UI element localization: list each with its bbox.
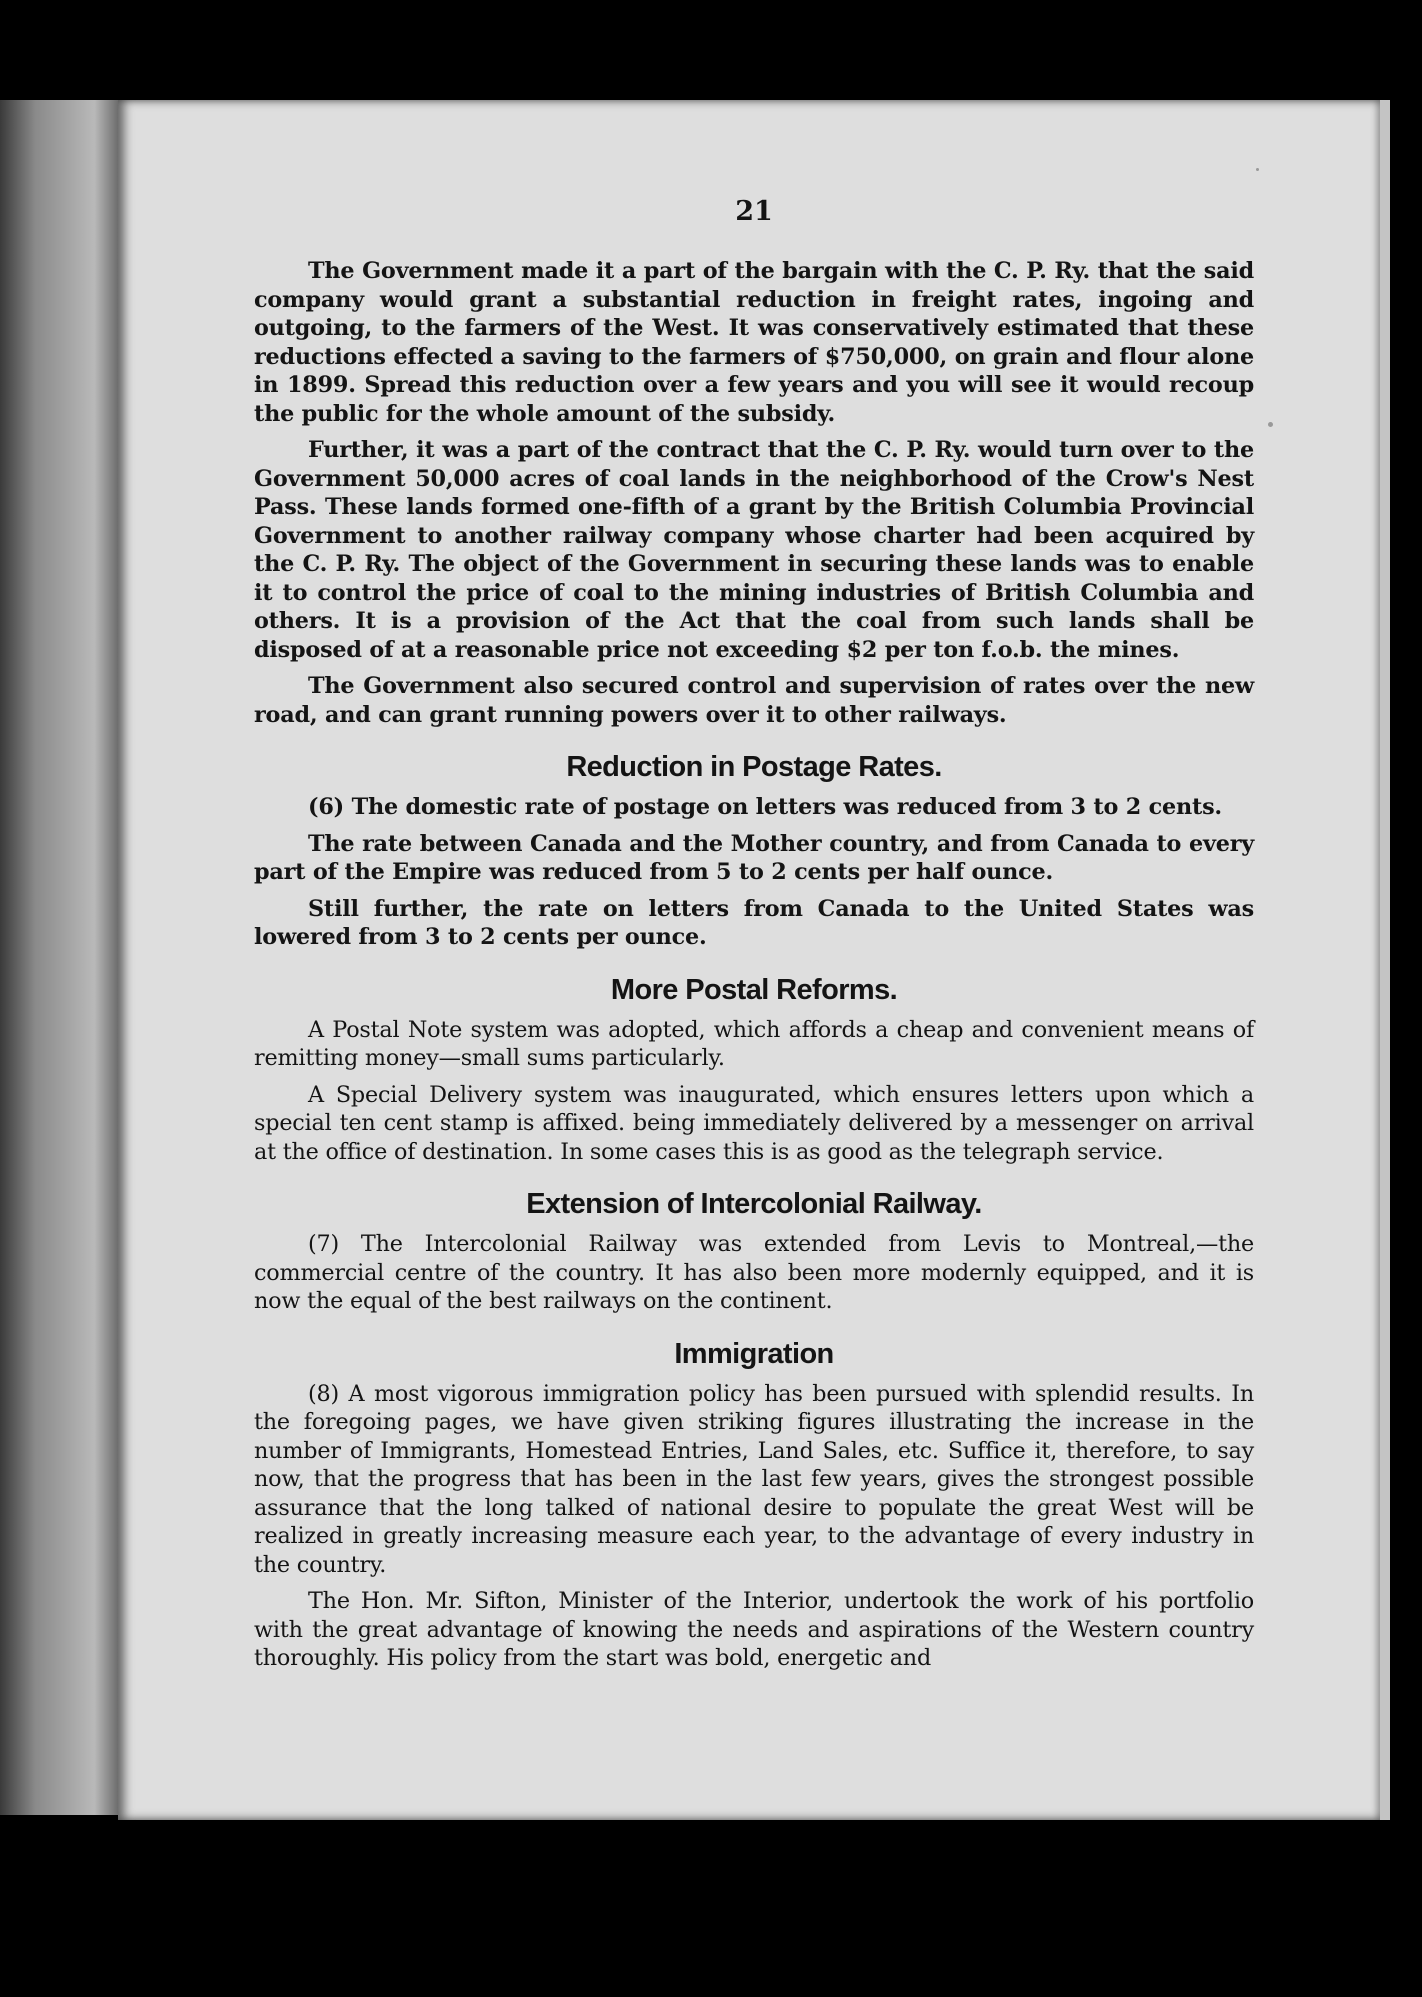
paragraph-special-delivery: A Special Delivery system was inaugurated, which ensures letters upon which a special ten cent stamp is affixed. being immediately delivered by a messenger on arrival at the office of destination. In some cases this is as good as the telegraph service.: [254, 1081, 1254, 1165]
ink-speck: [1256, 168, 1259, 171]
section-postage-rates: [254, 749, 1254, 952]
heading-postal-reforms: More Postal Reforms.: [610, 973, 898, 1006]
paragraph-sifton: The Hon. Mr. Sifton, Minister of the Interior, undertook the work of his portfolio with the great advantage of knowing the needs and aspirations of the Western country thoroughly. His policy from the start was bold, energetic and: [254, 1588, 1254, 1671]
heading-immigration: Immigration: [674, 1337, 834, 1370]
paragraph-immigration-policy: (8) A most vigorous immigration policy has been pursued with splendid results. In the foregoing pages, we have given striking figures illustrating the increase in the number of Immigrants, Homestead Entries, Land Sales, etc. Suffice it, therefore, to say now, that the progress that has been in the last few years, gives the strongest possible assurance that the long talked of national desire to populate the great West will be realized in greatly increasing measure each year, to the advantage of every industry in the country.: [254, 1380, 1254, 1578]
section-postal-reforms: [254, 972, 1254, 1167]
paragraph-coal-lands: Further, it was a part of the contract that the C. P. Ry. would turn over to the Government 50,000 acres of coal lands in the neighborhood of the Crow's Nest Pass. These lands formed one-fifth of a grant by the British Columbia Provincial Government to another railway company whose charter had been acquired by the C. P. Ry. The object of the Government in securing these lands was to enable it to control the price of coal to the mining industries of British Columbia and others. It is a provision of the Act that the coal from such lands shall be disposed of at a reasonable price not exceeding $2 per ton f.o.b. the mines.: [254, 437, 1254, 663]
paragraph-empire-rate: The rate between Canada and the Mother country, and from Canada to every part of the Empire was reduced from 5 to 2 cents per half ounce.: [254, 830, 1254, 885]
ink-speck: [1268, 422, 1273, 427]
document-page: [118, 100, 1390, 1820]
paragraph-us-rate: Still further, the rate on letters from Canada to the United States was lowered from 3 to 2 cents per ounce.: [254, 895, 1254, 950]
section-intercolonial-railway: [254, 1186, 1254, 1316]
facing-page-edge: [0, 100, 118, 1815]
heading-postage-rates: Reduction in Postage Rates.: [566, 751, 942, 783]
section-cpr-bargain: [254, 257, 1254, 729]
page-number: 21: [735, 196, 773, 227]
paragraph-freight-rates: The Government made it a part of the bargain with the C. P. Ry. that the said company would grant a substantial reduction in freight rates, ingoing and outgoing, to the farmers of the West. It was conservatively estimated that these reductions effected a saving to the farmers of $750,000, on grain and flour alone in 1899. Spread this reduction over a few years and you will see it would recoup the public for the whole amount of the subsidy.: [254, 258, 1254, 427]
heading-intercolonial-railway: Extension of Intercolonial Railway.: [526, 1188, 982, 1220]
page-content: [254, 196, 1254, 1681]
paragraph-rate-control: The Government also secured control and supervision of rates over the new road, and can grant running powers over it to other railways.: [254, 673, 1254, 728]
section-immigration: [254, 1336, 1254, 1673]
paragraph-domestic-rate: (6) The domestic rate of postage on letters was reduced from 3 to 2 cents.: [308, 794, 1222, 820]
paragraph-railway-extension: (7) The Intercolonial Railway was extended from Levis to Montreal,—the commercial centre of the country. It has also been more modernly equipped, and it is now the equal of the best railways on the continent.: [254, 1231, 1254, 1314]
paragraph-postal-note: A Postal Note system was adopted, which affords a cheap and convenient means of remitting money—small sums particularly.: [254, 1016, 1254, 1071]
